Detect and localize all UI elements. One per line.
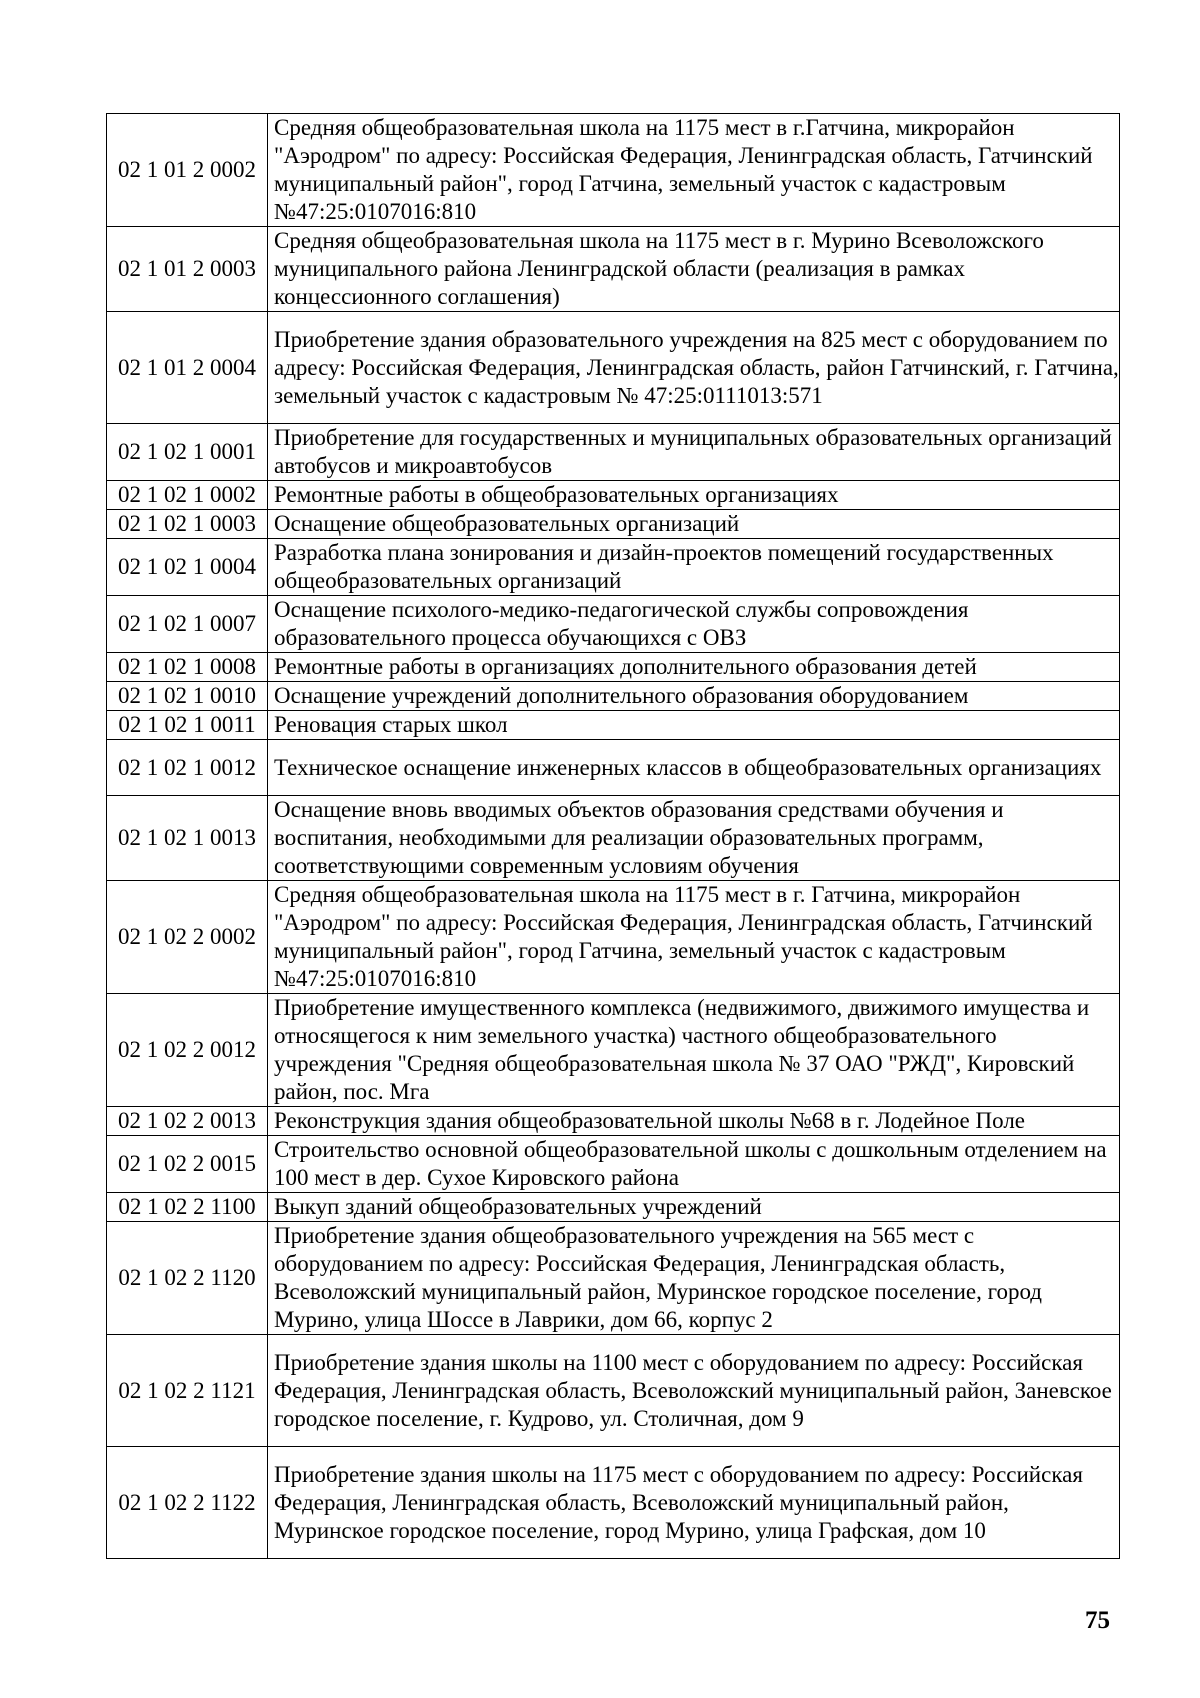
table-row — [107, 481, 1120, 510]
row-code: 02 1 02 1 0004 — [107, 539, 268, 596]
row-description: Средняя общеобразовательная школа на 1175 мест в г.Гатчина, микрорайон "Аэродром" по адресу: Российская Федерация, Ленинградская область, Гатчинский муниципальный район", город Гатчина, земельный участок с кадастровым №47:25:0107016:810 — [268, 114, 1120, 227]
row-code: 02 1 02 1 0012 — [107, 740, 268, 796]
row-code: 02 1 02 1 0001 — [107, 424, 268, 481]
table-row — [107, 510, 1120, 539]
row-description: Строительство основной общеобразовательной школы с дошкольным отделением на 100 мест в дер. Сухое Кировского района — [268, 1136, 1120, 1193]
row-description: Приобретение здания образовательного учреждения на 825 мест с оборудованием по адресу: Российская Федерация, Ленинградская область, район Гатчинский, г. Гатчина, земельный участок с кадастровым № 47:25:0111013:571 — [268, 312, 1120, 424]
table-row — [107, 424, 1120, 481]
row-description: Оснащение психолого-медико-педагогической службы сопровождения образовательного процесса обучающихся с ОВЗ — [268, 596, 1120, 653]
row-code: 02 1 02 2 1100 — [107, 1193, 268, 1222]
table-row — [107, 312, 1120, 424]
row-code: 02 1 02 1 0013 — [107, 796, 268, 881]
table-row — [107, 539, 1120, 596]
table-row — [107, 1222, 1120, 1335]
row-description: Приобретение здания общеобразовательного учреждения на 565 мест с оборудованием по адресу: Российская Федерация, Ленинградская область, Всеволожский муниципальный район, Муринское городское поселение, город Мурино, улица Шоссе в Лаврики, дом 66, корпус 2 — [268, 1222, 1120, 1335]
row-description: Приобретение здания школы на 1175 мест с оборудованием по адресу: Российская Федерация, Ленинградская область, Всеволожский муниципальный район, Муринское городское поселение, город Мурино, улица Графская, дом 10 — [268, 1447, 1120, 1559]
row-description: Средняя общеобразовательная школа на 1175 мест в г. Мурино Всеволожского муниципального района Ленинградской области (реализация в рамках концессионного соглашения) — [268, 227, 1120, 312]
row-code: 02 1 02 1 0008 — [107, 653, 268, 682]
row-code: 02 1 02 2 0015 — [107, 1136, 268, 1193]
row-code: 02 1 02 2 0002 — [107, 881, 268, 994]
row-code: 02 1 02 1 0007 — [107, 596, 268, 653]
row-code: 02 1 02 2 1122 — [107, 1447, 268, 1559]
table-row — [107, 796, 1120, 881]
row-description: Реконструкция здания общеобразовательной школы №68 в г. Лодейное Поле — [268, 1107, 1120, 1136]
table-row — [107, 653, 1120, 682]
row-code: 02 1 01 2 0003 — [107, 227, 268, 312]
table-row — [107, 1107, 1120, 1136]
row-code: 02 1 01 2 0004 — [107, 312, 268, 424]
row-code: 02 1 02 1 0002 — [107, 481, 268, 510]
table-row — [107, 994, 1120, 1107]
row-code: 02 1 02 2 1120 — [107, 1222, 268, 1335]
row-description: Приобретение для государственных и муниципальных образовательных организаций автобусов и микроавтобусов — [268, 424, 1120, 481]
table-row — [107, 1136, 1120, 1193]
row-code: 02 1 02 2 0013 — [107, 1107, 268, 1136]
row-code: 02 1 02 1 0011 — [107, 711, 268, 740]
row-description: Разработка плана зонирования и дизайн-проектов помещений государственных общеобразовательных организаций — [268, 539, 1120, 596]
row-description: Оснащение общеобразовательных организаций — [268, 510, 1120, 539]
table-row — [107, 881, 1120, 994]
table-row — [107, 114, 1120, 227]
row-code: 02 1 02 1 0010 — [107, 682, 268, 711]
budget-codes-table — [106, 113, 1120, 1559]
table-row — [107, 682, 1120, 711]
row-code: 02 1 02 1 0003 — [107, 510, 268, 539]
table-row — [107, 1447, 1120, 1559]
table-row — [107, 1335, 1120, 1447]
row-code: 02 1 01 2 0002 — [107, 114, 268, 227]
row-description: Реновация старых школ — [268, 711, 1120, 740]
row-description: Выкуп зданий общеобразовательных учреждений — [268, 1193, 1120, 1222]
page-number: 75 — [1085, 1607, 1110, 1634]
table-row — [107, 227, 1120, 312]
table-row — [107, 711, 1120, 740]
row-code: 02 1 02 2 0012 — [107, 994, 268, 1107]
table-body — [107, 114, 1120, 1559]
table-row — [107, 596, 1120, 653]
table-row — [107, 740, 1120, 796]
row-description: Оснащение учреждений дополнительного образования оборудованием — [268, 682, 1120, 711]
row-code: 02 1 02 2 1121 — [107, 1335, 268, 1447]
row-description: Приобретение имущественного комплекса (недвижимого, движимого имущества и относящегося к ним земельного участка) частного общеобразовательного учреждения "Средняя общеобразовательная школа № 37 ОАО "РЖД", Кировский район, пос. Мга — [268, 994, 1120, 1107]
row-description: Приобретение здания школы на 1100 мест с оборудованием по адресу: Российская Федерация, Ленинградская область, Всеволожский муниципальный район, Заневское городское поселение, г. Кудрово, ул. Столичная, дом 9 — [268, 1335, 1120, 1447]
row-description: Оснащение вновь вводимых объектов образования средствами обучения и воспитания, необходимыми для реализации образовательных программ, соответствующими современным условиям обучения — [268, 796, 1120, 881]
row-description: Ремонтные работы в организациях дополнительного образования детей — [268, 653, 1120, 682]
row-description: Техническое оснащение инженерных классов в общеобразовательных организациях — [268, 740, 1120, 796]
row-description: Средняя общеобразовательная школа на 1175 мест в г. Гатчина, микрорайон "Аэродром" по адресу: Российская Федерация, Ленинградская область, Гатчинский муниципальный район", город Гатчина, земельный участок с кадастровым №47:25:0107016:810 — [268, 881, 1120, 994]
table-row — [107, 1193, 1120, 1222]
row-description: Ремонтные работы в общеобразовательных организациях — [268, 481, 1120, 510]
